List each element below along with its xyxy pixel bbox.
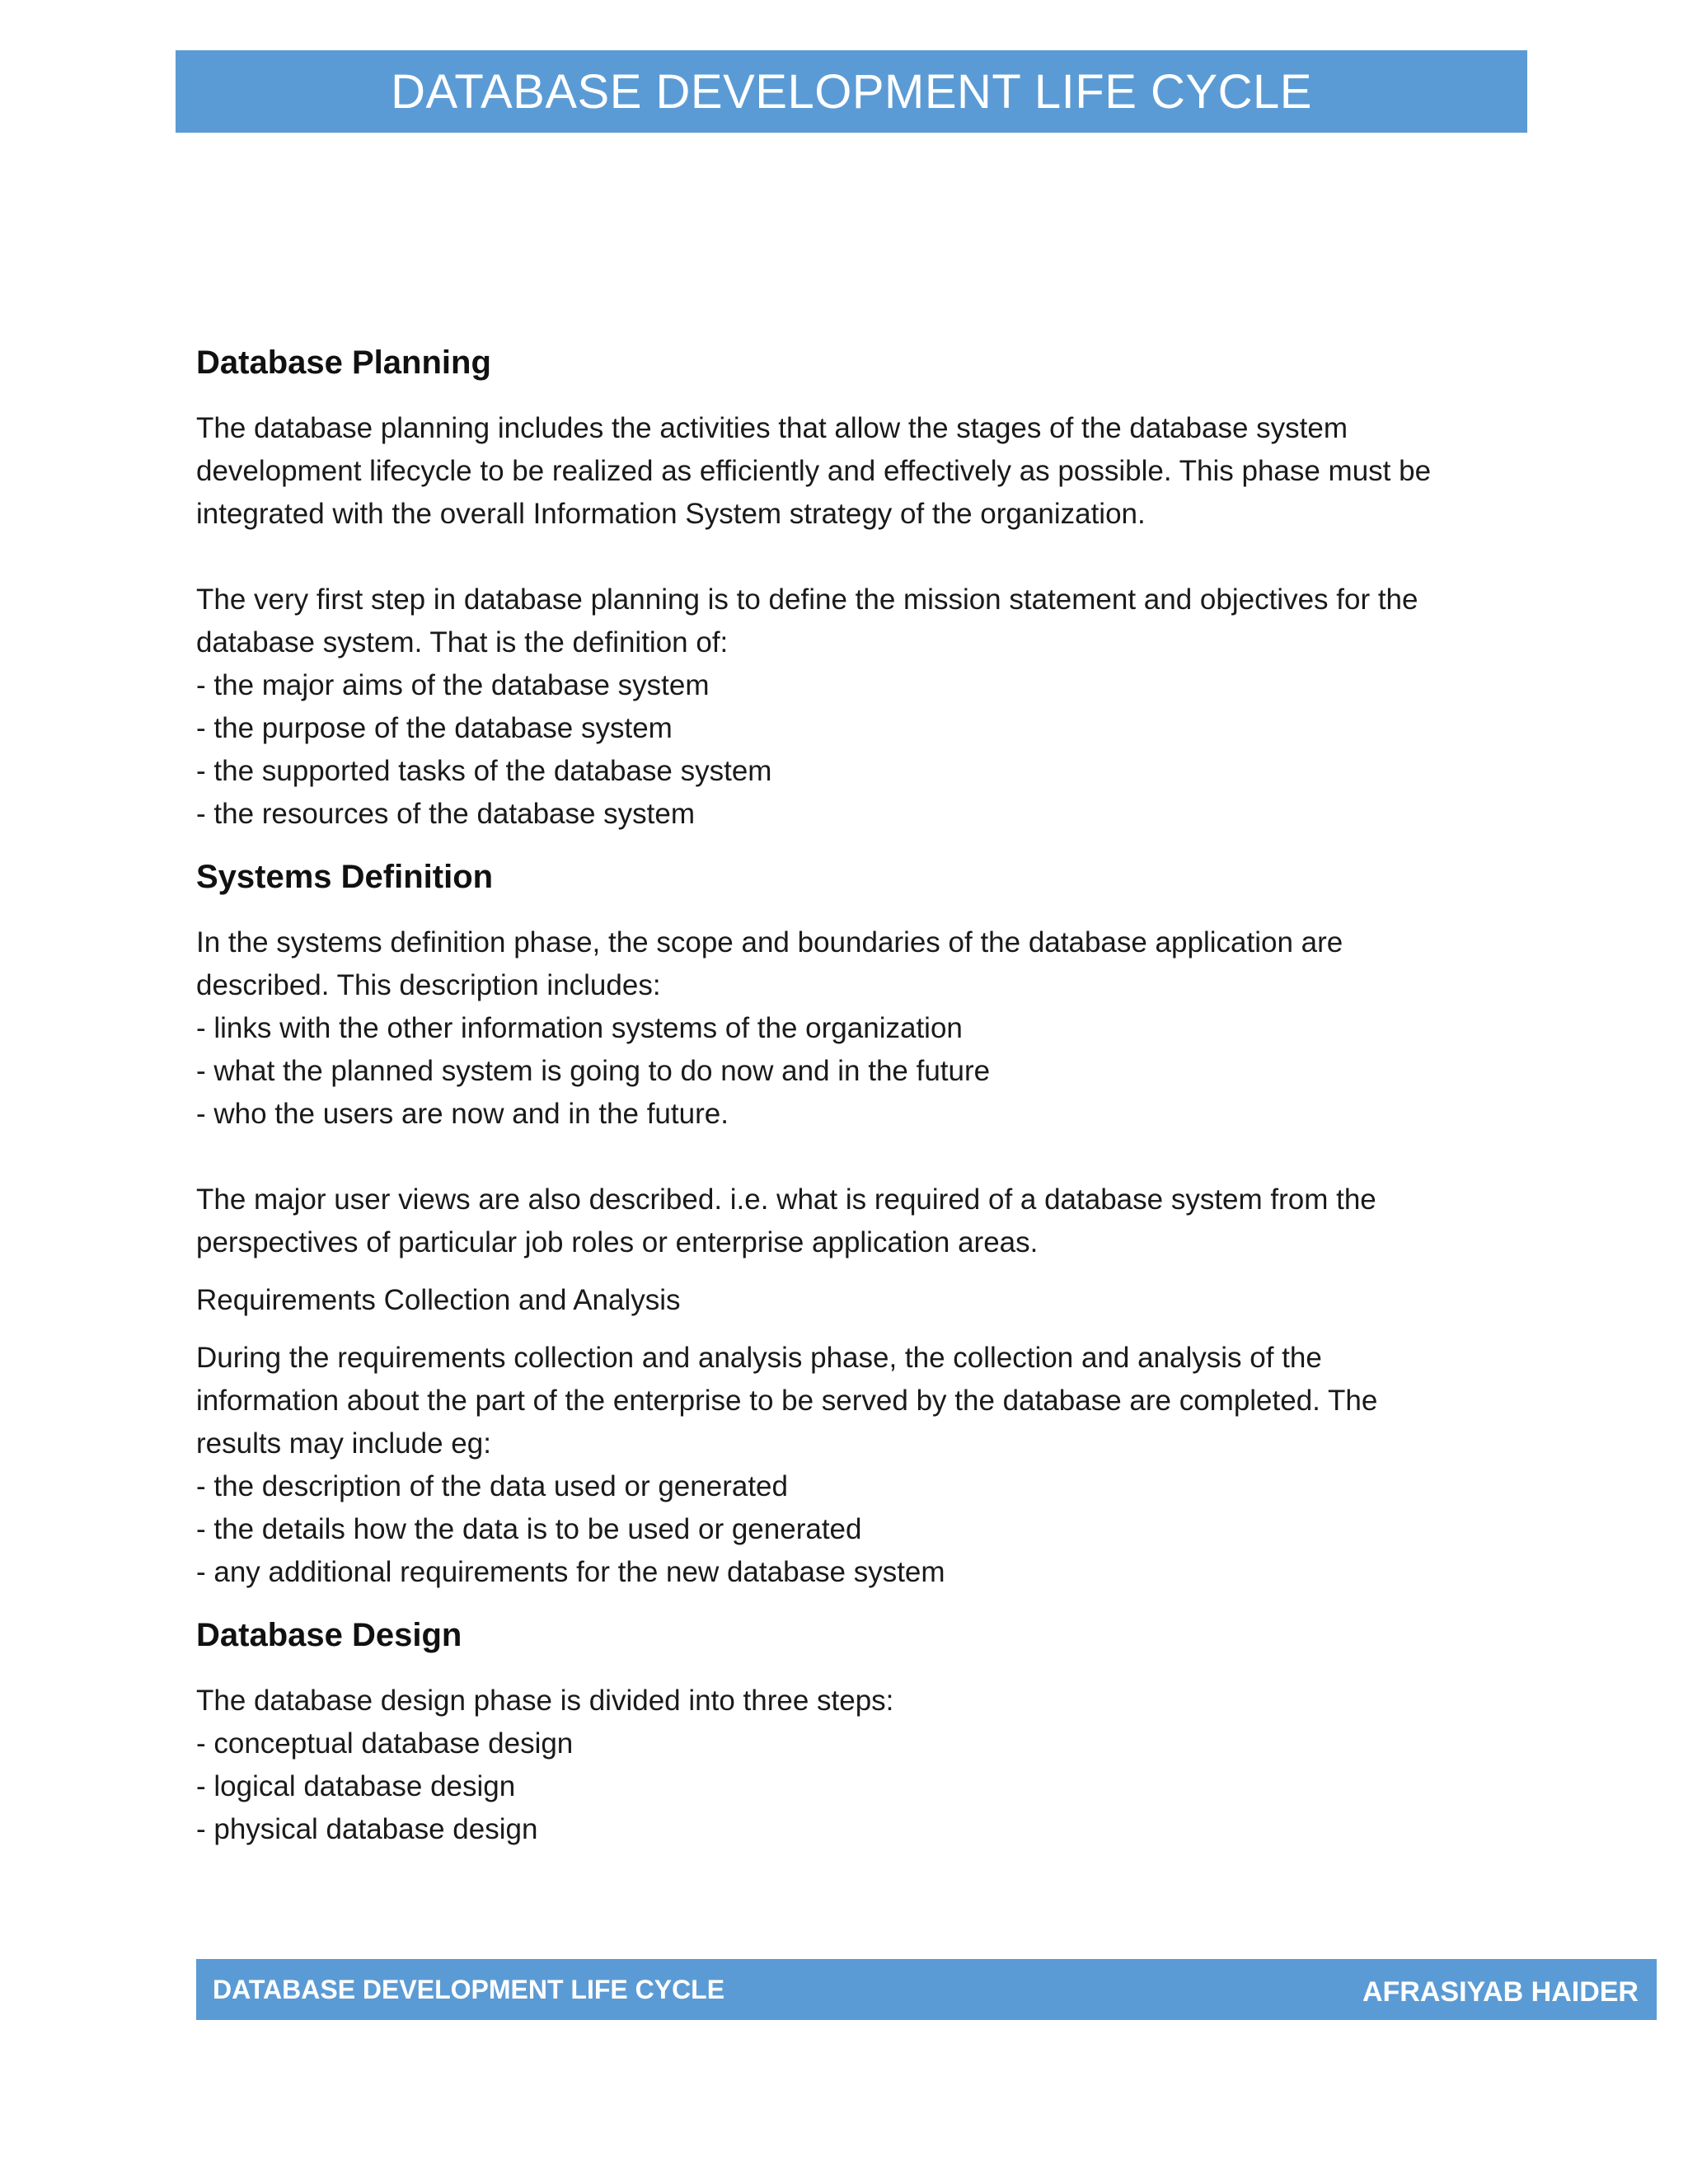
section-heading-planning: Database Planning	[196, 344, 491, 381]
list-item: - conceptual database design	[196, 1727, 574, 1760]
footer-document-title: DATABASE DEVELOPMENT LIFE CYCLE	[213, 1975, 725, 2004]
design-bullet-list	[196, 1722, 1449, 1851]
list-item: - physical database design	[196, 1813, 538, 1845]
planning-paragraph-2: The very first step in database planning is to define the mission statement and objectives for the database system. That is the definition of:	[196, 583, 1418, 658]
header-bar	[176, 50, 1527, 133]
section-heading-design: Database Design	[196, 1617, 462, 1653]
list-item: - any additional requirements for the new database system	[196, 1556, 945, 1588]
list-item: - who the users are now and in the future.	[196, 1098, 729, 1130]
list-item: - what the planned system is going to do now and in the future	[196, 1055, 991, 1087]
definition-paragraph-1: In the systems definition phase, the scope and boundaries of the database application are described. This description includes:	[196, 926, 1343, 1001]
list-item: - the description of the data used or generated	[196, 1470, 788, 1502]
definition-bullet-list	[196, 1007, 1449, 1136]
footer-author: AFRASIYAB HAIDER	[1362, 1976, 1639, 2008]
planning-bullet-list	[196, 664, 1449, 836]
list-item: - the resources of the database system	[196, 798, 696, 830]
requirements-bullet-list	[196, 1465, 1449, 1594]
page-title: DATABASE DEVELOPMENT LIFE CYCLE	[391, 64, 1312, 119]
footer-bar	[196, 1959, 1657, 2020]
design-paragraph-1: The database design phase is divided into three steps:	[196, 1685, 894, 1717]
document-body	[196, 336, 1449, 1851]
requirements-paragraph-1: During the requirements collection and analysis phase, the collection and analysis of the information about the part of the enterprise to be served by the database are completed. The results may include eg:	[196, 1342, 1378, 1460]
list-item: - the details how the data is to be used or generated	[196, 1513, 862, 1545]
list-item: - links with the other information systems of the organization	[196, 1012, 963, 1044]
list-item: - the purpose of the database system	[196, 712, 673, 744]
list-item: - the supported tasks of the database system	[196, 755, 772, 787]
section-heading-requirements: Requirements Collection and Analysis	[196, 1284, 681, 1316]
definition-paragraph-2: The major user views are also described. i.e. what is required of a database system from the perspectives of particular job roles or enterprise application areas.	[196, 1183, 1376, 1258]
section-heading-definition: Systems Definition	[196, 859, 494, 895]
list-item: - the major aims of the database system	[196, 669, 710, 701]
list-item: - logical database design	[196, 1770, 516, 1802]
planning-paragraph-1: The database planning includes the activities that allow the stages of the database system development lifecycle to be realized as efficiently and effectively as possible. This phase must be integrated with the overall Information System strategy of the organization.	[196, 412, 1432, 530]
